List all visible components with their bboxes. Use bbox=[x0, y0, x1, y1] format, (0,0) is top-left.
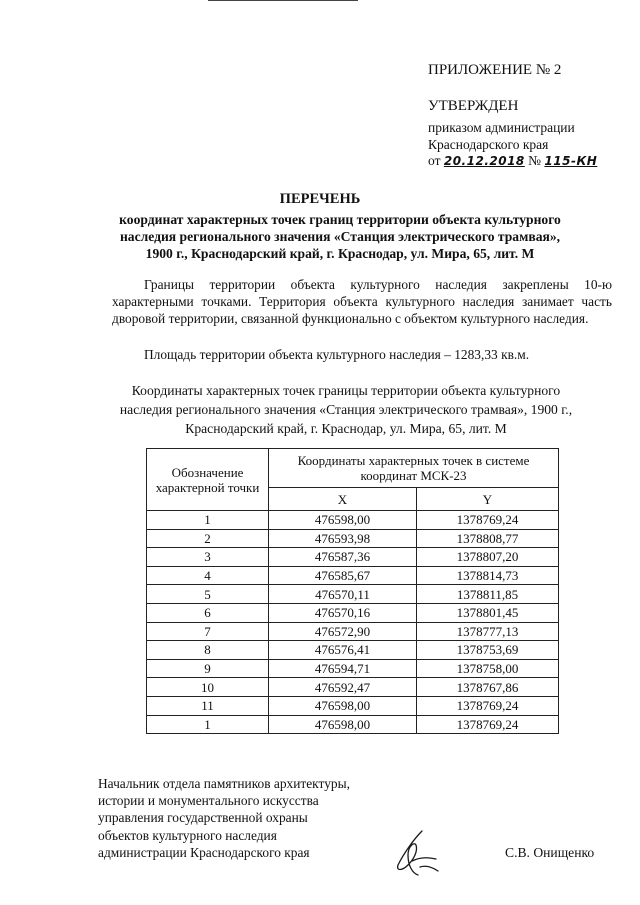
order-line-2: Краснодарского края bbox=[428, 137, 549, 152]
subtitle-line: 1900 г., Краснодарский край, г. Краснодар, ул. Мира, 65, лит. М bbox=[145, 246, 535, 261]
order-date-row bbox=[428, 153, 597, 169]
table-row bbox=[147, 641, 559, 660]
signer-position-line: администрации Краснодарского края bbox=[98, 844, 310, 860]
table-row bbox=[147, 715, 559, 734]
table-row bbox=[147, 566, 559, 585]
coordinates-table-body bbox=[147, 511, 559, 734]
signer-position-line: управления государственной охраны bbox=[98, 810, 308, 826]
column-header-x: X bbox=[269, 488, 417, 511]
cell-y: 1378753,69 bbox=[417, 641, 559, 660]
approved-label: УТВЕРЖДЕН bbox=[428, 98, 519, 114]
caption-line: наследия регионального значения «Станция электрического трамвая», 1900 г., bbox=[119, 402, 573, 417]
column-header-coordinates: Координаты характерных точек в системе координат МСК-23 bbox=[269, 449, 559, 488]
cell-y: 1378811,85 bbox=[417, 585, 559, 604]
cell-point: 4 bbox=[147, 566, 269, 585]
cell-point: 8 bbox=[147, 641, 269, 660]
cell-point: 3 bbox=[147, 548, 269, 567]
cell-x: 476587,36 bbox=[269, 548, 417, 567]
table-row bbox=[147, 678, 559, 697]
appendix-label: ПРИЛОЖЕНИЕ № 2 bbox=[428, 62, 562, 78]
document-subtitle bbox=[100, 211, 580, 262]
document-title: ПЕРЕЧЕНЬ bbox=[279, 191, 361, 207]
cell-y: 1378814,73 bbox=[417, 566, 559, 585]
cell-x: 476598,00 bbox=[269, 715, 417, 734]
table-row bbox=[147, 696, 559, 715]
cell-y: 1378808,77 bbox=[417, 529, 559, 548]
subtitle-line: наследия регионального значения «Станция электрического трамвая», bbox=[119, 229, 561, 244]
coordinates-table bbox=[146, 448, 559, 734]
table-row bbox=[147, 585, 559, 604]
table-row bbox=[147, 529, 559, 548]
cell-x: 476592,47 bbox=[269, 678, 417, 697]
cell-y: 1378777,13 bbox=[417, 622, 559, 641]
caption-line: Краснодарский край, г. Краснодар, ул. Мира, 65, лит. М bbox=[185, 421, 507, 436]
top-scan-rule bbox=[208, 0, 358, 1]
cell-y: 1378767,86 bbox=[417, 678, 559, 697]
cell-point: 1 bbox=[147, 715, 269, 734]
cell-point: 10 bbox=[147, 678, 269, 697]
cell-x: 476570,16 bbox=[269, 603, 417, 622]
cell-point: 2 bbox=[147, 529, 269, 548]
cell-y: 1378769,24 bbox=[417, 511, 559, 530]
cell-y: 1378769,24 bbox=[417, 696, 559, 715]
table-row bbox=[147, 659, 559, 678]
number-prefix: № bbox=[528, 153, 542, 168]
cell-x: 476598,00 bbox=[269, 511, 417, 530]
cell-point: 11 bbox=[147, 696, 269, 715]
caption-line: Координаты характерных точек границы территории объекта культурного bbox=[131, 383, 561, 398]
cell-x: 476594,71 bbox=[269, 659, 417, 678]
cell-point: 1 bbox=[147, 511, 269, 530]
handwritten-signature bbox=[392, 827, 442, 879]
cell-x: 476570,11 bbox=[269, 585, 417, 604]
cell-y: 1378801,45 bbox=[417, 603, 559, 622]
subtitle-line: координат характерных точек границ территории объекта культурного bbox=[119, 212, 561, 227]
cell-y: 1378807,20 bbox=[417, 548, 559, 567]
signer-position bbox=[98, 775, 350, 861]
column-header-y: Y bbox=[417, 488, 559, 511]
boundary-description: Границы территории объекта культурного наследия закреплены 10-ю характерными точками. Территория объекта культурного наследия занимает часть дворовой территории, связанной функционально с объектом культурного наследия. bbox=[112, 277, 612, 326]
cell-point: 7 bbox=[147, 622, 269, 641]
cell-x: 476576,41 bbox=[269, 641, 417, 660]
order-block bbox=[428, 119, 575, 153]
cell-y: 1378758,00 bbox=[417, 659, 559, 678]
table-row bbox=[147, 622, 559, 641]
date-prefix: от bbox=[428, 153, 441, 168]
table-row bbox=[147, 603, 559, 622]
signer-position-line: Начальник отдела памятников архитектуры, bbox=[98, 776, 350, 791]
cell-point: 5 bbox=[147, 585, 269, 604]
signer-position-line: объектов культурного наследия bbox=[98, 827, 277, 843]
cell-x: 476572,90 bbox=[269, 622, 417, 641]
order-number: 115-КН bbox=[544, 154, 598, 168]
order-date: 20.12.2018 bbox=[443, 154, 525, 168]
table-row bbox=[147, 511, 559, 530]
table-caption bbox=[96, 381, 596, 438]
table-row bbox=[147, 548, 559, 567]
cell-x: 476598,00 bbox=[269, 696, 417, 715]
cell-point: 6 bbox=[147, 603, 269, 622]
cell-x: 476585,67 bbox=[269, 566, 417, 585]
signer-position-line: истории и монументального искусства bbox=[98, 793, 319, 809]
order-line-1: приказом администрации bbox=[428, 120, 575, 135]
cell-x: 476593,98 bbox=[269, 529, 417, 548]
signer-name: С.В. Онищенко bbox=[505, 845, 595, 860]
cell-y: 1378769,24 bbox=[417, 715, 559, 734]
cell-point: 9 bbox=[147, 659, 269, 678]
area-statement: Площадь территории объекта культурного наследия – 1283,33 кв.м. bbox=[144, 347, 530, 362]
column-header-point: Обозначение характерной точки bbox=[147, 449, 269, 511]
